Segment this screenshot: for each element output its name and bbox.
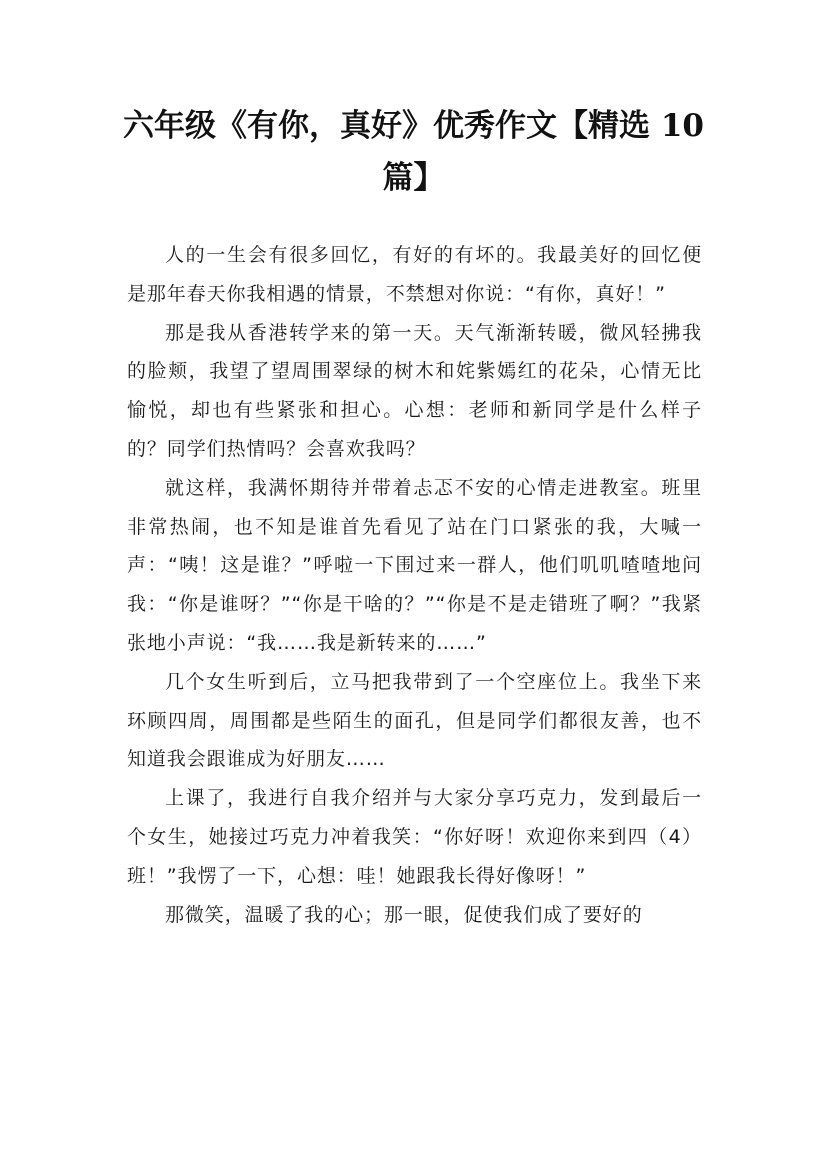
document-body bbox=[127, 236, 702, 934]
paragraph-2: 那是我从香港转学来的第一天。天气渐渐转暖，微风轻拂我的脸颊，我望了望周围翠绿的树木和姹紫嫣红的花朵，心情无比愉悦，却也有些紧张和担心。心想：老师和新同学是什么样子的？同学们热情吗？会喜欢我吗？ bbox=[127, 321, 702, 460]
paragraph-3: 就这样，我满怀期待并带着忐忑不安的心情走进教室。班里非常热闹，也不知是谁首先看见了站在门口紧张的我，大喊一声：“咦！这是谁？”呼啦一下围过来一群人，他们叽叽喳喳地问我：“你是谁呀？”“你是干啥的？”“你是不是走错班了啊？”我紧张地小声说：“我……我是新转来的……” bbox=[127, 476, 702, 654]
document-title: 六年级《有你，真好》优秀作文【精选 10 篇】 bbox=[123, 108, 704, 196]
paragraph-6: 那微笑，温暖了我的心；那一眼，促使我们成了要好的 bbox=[165, 903, 643, 926]
paragraph-1: 人的一生会有很多回忆，有好的有坏的。我最美好的回忆便是那年春天你我相遇的情景，不禁想对你说：“有你，真好！” bbox=[127, 244, 702, 305]
paragraph-5: 上课了，我进行自我介绍并与大家分享巧克力，发到最后一个女生，她接过巧克力冲着我笑：“你好呀！欢迎你来到四（4）班！”我愣了一下，心想：哇！她跟我长得好像呀！” bbox=[127, 787, 702, 887]
paragraph-4: 几个女生听到后，立马把我带到了一个空座位上。我坐下来环顾四周，周围都是些陌生的面孔，但是同学们都很友善，也不知道我会跟谁成为好朋友…… bbox=[127, 670, 702, 771]
